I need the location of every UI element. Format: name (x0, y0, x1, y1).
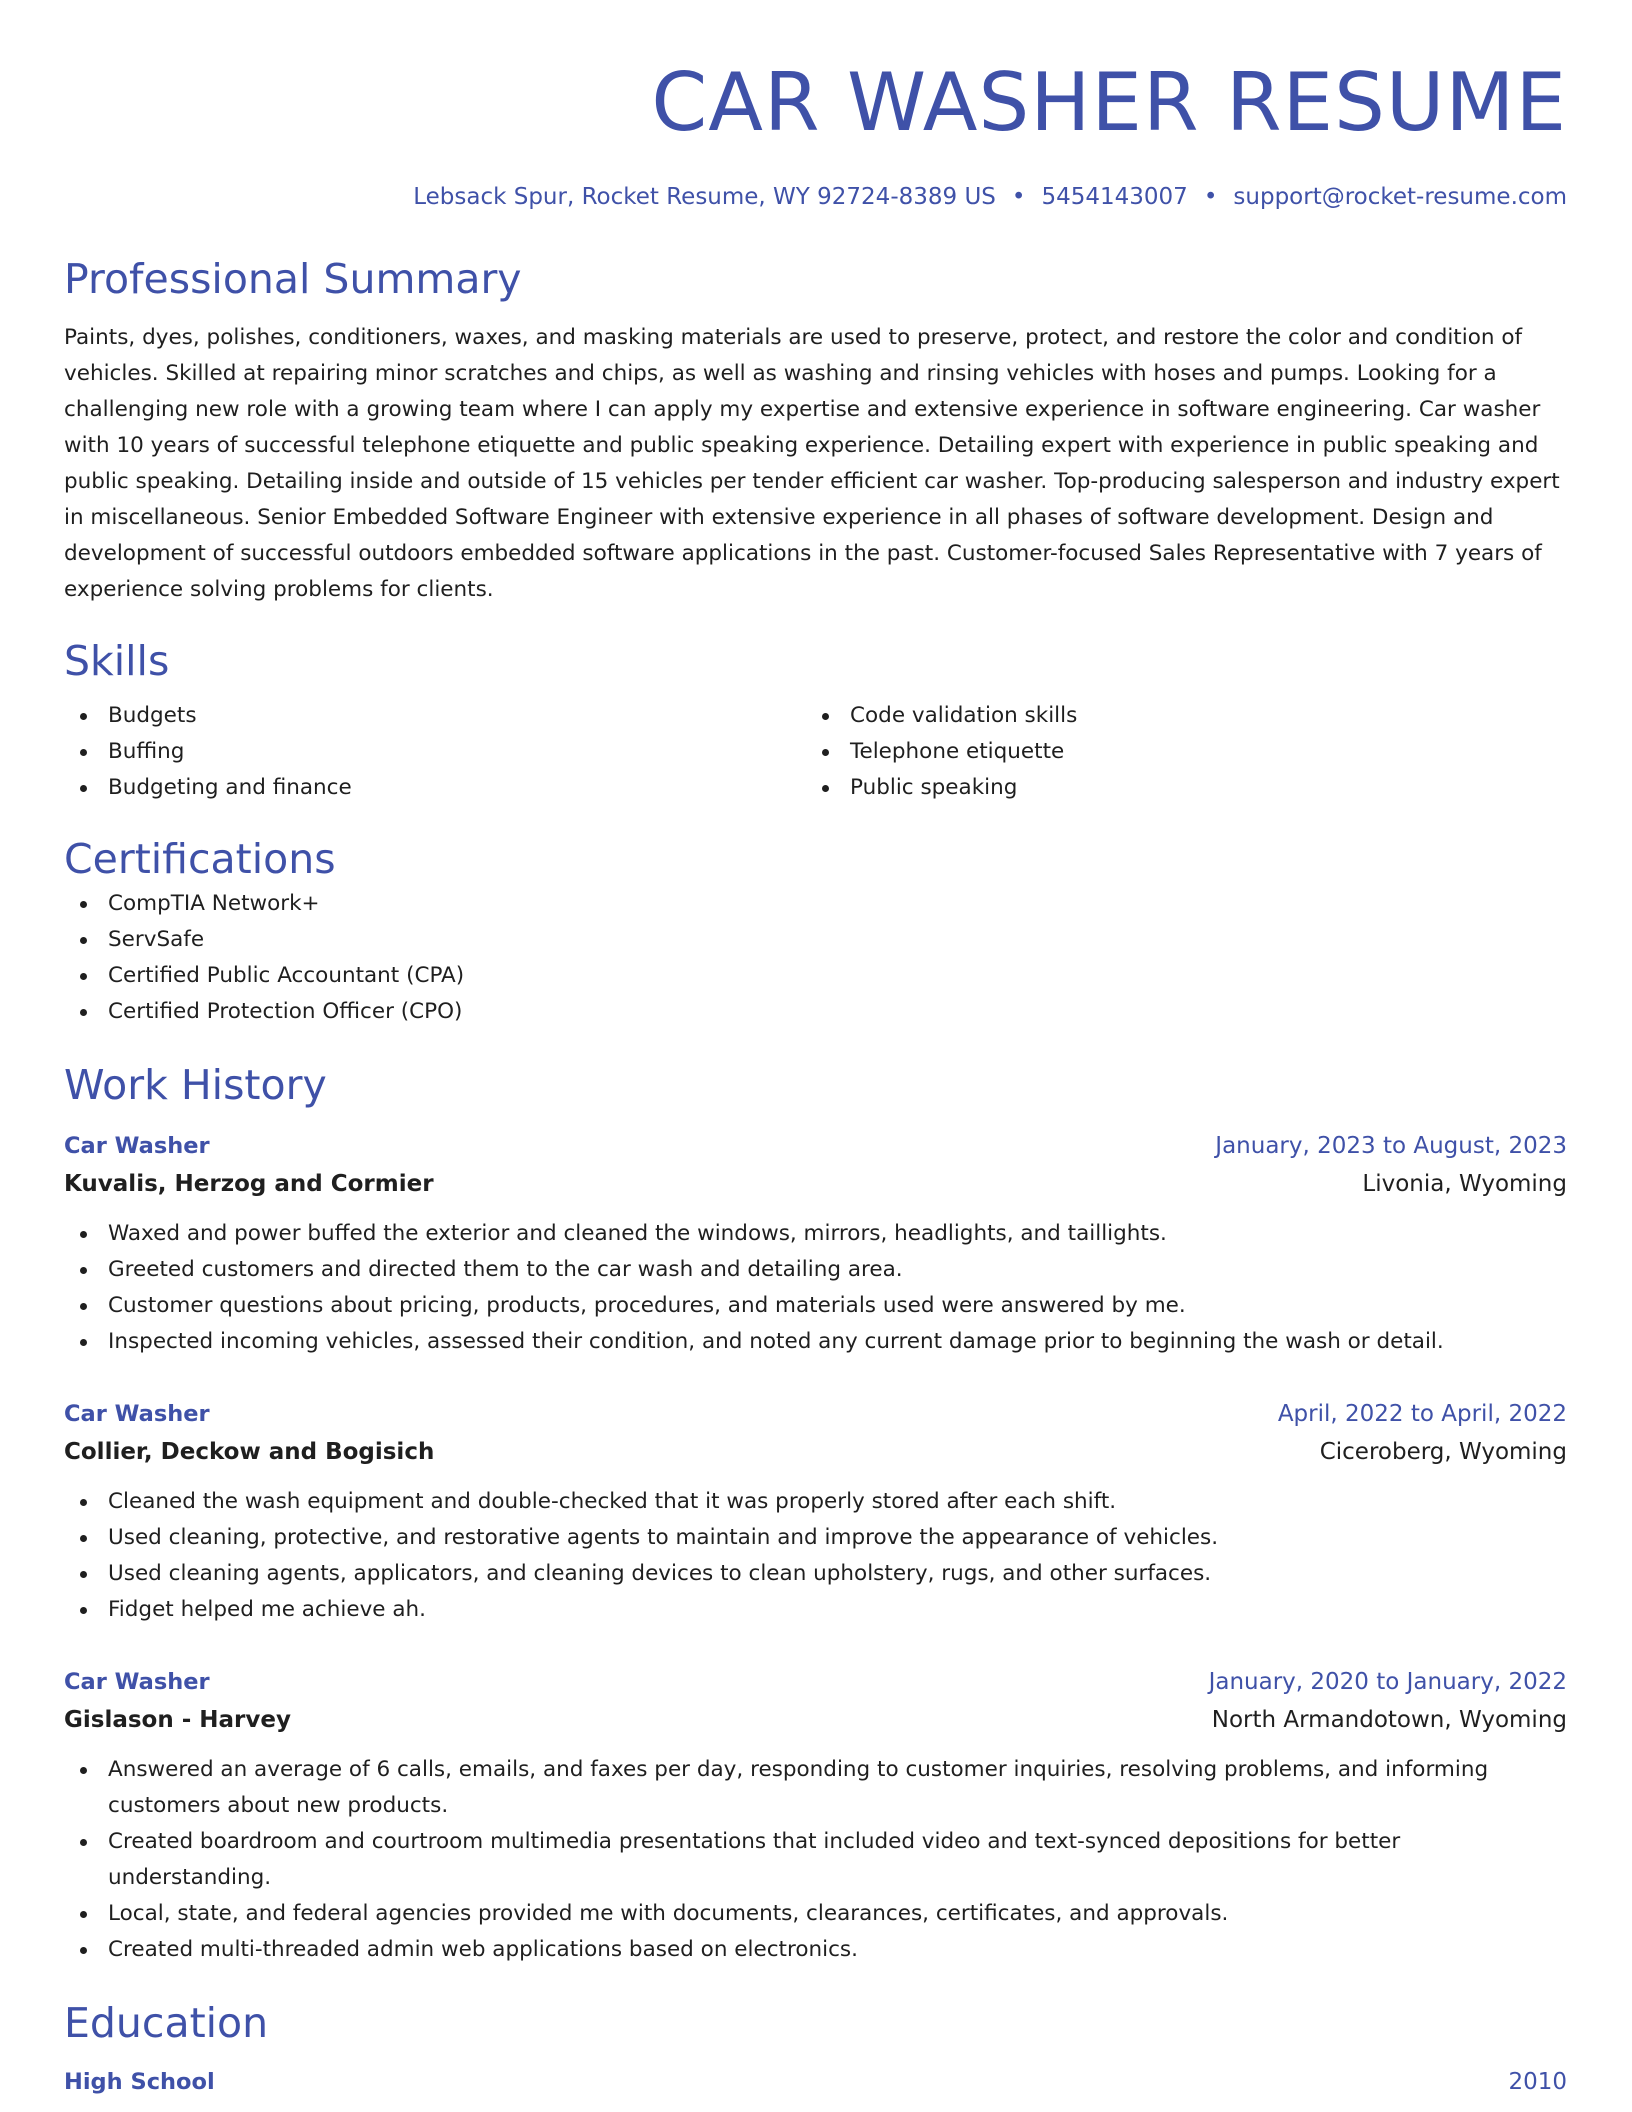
skill-item: Budgets (64, 698, 806, 734)
certifications-heading: Certifications (64, 835, 336, 883)
job-role: Car Washer (64, 1133, 210, 1159)
job-company-row (64, 1432, 1567, 1472)
job-header-row (64, 1128, 1567, 1164)
job-dates: January, 2020 to January, 2022 (1208, 1669, 1567, 1695)
job-entry (64, 1664, 1567, 1968)
skill-item: Public speaking (806, 770, 1548, 806)
job-duty: Used cleaning, protective, and restorative agents to maintain and improve the appearance of vehicles. (64, 1520, 1567, 1556)
skills-columns (64, 698, 1567, 806)
summary-text: Paints, dyes, polishes, conditioners, waxes, and masking materials are used to preserve, protect, and restore the color and condition of vehicles. Skilled at repairing minor scratches and chips, as well as washing and rinsing vehicles with hoses and pumps. Looking for a challenging new role with a growing team where I can apply my expertise and extensive experience in software engineering. Car washer with 10 years of successful telephone etiquette and public speaking experience. Detailing expert with experience in public speaking and public speaking. Detailing inside and outside of 15 vehicles per tender efficient car washer. Top-producing salesperson and industry expert in miscellaneous. Senior Embedded Software Engineer with extensive experience in all phases of software development. Design and development of successful outdoors embedded software applications in the past. Customer-focused Sales Representative with 7 years of experience solving problems for clients. (64, 325, 1560, 602)
education-heading: Education (64, 1999, 269, 2047)
job-dates: January, 2023 to August, 2023 (1215, 1133, 1567, 1159)
certification-item: Certified Protection Officer (CPO) (64, 994, 1567, 1030)
job-duty: Created multi-threaded admin web applications based on electronics. (64, 1932, 1567, 1968)
skills-list-right (806, 698, 1548, 806)
contact-line (64, 182, 1567, 212)
job-duties-list (64, 1484, 1567, 1628)
job-entry (64, 1128, 1567, 1360)
contact-email[interactable]: support@rocket-resume.com (1233, 184, 1567, 210)
job-duty: Local, state, and federal agencies provided me with documents, clearances, certificates, and approvals. (64, 1896, 1567, 1932)
skill-item: Budgeting and finance (64, 770, 806, 806)
job-duty: Customer questions about pricing, products, procedures, and materials used were answered by me. (64, 1288, 1567, 1324)
job-role: Car Washer (64, 1401, 210, 1427)
education-header-row (64, 2064, 1567, 2100)
skill-item: Code validation skills (806, 698, 1548, 734)
job-company-row (64, 1164, 1567, 1204)
job-role: Car Washer (64, 1669, 210, 1695)
skills-list-left (64, 698, 806, 806)
job-duty: Waxed and power buffed the exterior and cleaned the windows, mirrors, headlights, and taillights. (64, 1216, 1567, 1252)
work-history-heading: Work History (64, 1061, 327, 1109)
certifications-list (64, 886, 1567, 1030)
education-year: 2010 (1508, 2069, 1567, 2095)
job-duty: Cleaned the wash equipment and double-checked that it was properly stored after each shift. (64, 1484, 1567, 1520)
job-header-row (64, 1396, 1567, 1432)
job-location: Ciceroberg, Wyoming (1319, 1439, 1567, 1465)
job-company: Collier, Deckow and Bogisich (64, 1439, 435, 1465)
job-location: Livonia, Wyoming (1362, 1171, 1567, 1197)
job-duty: Greeted customers and directed them to the car wash and detailing area. (64, 1252, 1567, 1288)
job-location: North Armandotown, Wyoming (1211, 1707, 1567, 1733)
education-entry (64, 2064, 1567, 2100)
contact-separator: • (1011, 184, 1026, 210)
job-duty: Created boardroom and courtroom multimedia presentations that included video and text-synced depositions for better understanding. (64, 1824, 1567, 1896)
certification-item: Certified Public Accountant (CPA) (64, 958, 1567, 994)
certification-item: ServSafe (64, 922, 1567, 958)
resume-page (64, 0, 1567, 2100)
job-header-row (64, 1664, 1567, 1700)
education-degree: High School (64, 2069, 215, 2095)
job-company: Gislason - Harvey (64, 1707, 291, 1733)
job-duties-list (64, 1216, 1567, 1360)
contact-address: Lebsack Spur, Rocket Resume, WY 92724-8389 US (413, 184, 996, 210)
job-company: Kuvalis, Herzog and Cormier (64, 1171, 434, 1197)
resume-title: CAR WASHER RESUME (651, 56, 1567, 149)
skill-item: Buffing (64, 734, 806, 770)
job-duties-list (64, 1752, 1567, 1968)
certification-item: CompTIA Network+ (64, 886, 1567, 922)
contact-separator: • (1203, 184, 1218, 210)
contact-phone[interactable]: 5454143007 (1041, 184, 1188, 210)
summary-heading: Professional Summary (64, 255, 522, 303)
skill-item: Telephone etiquette (806, 734, 1548, 770)
job-dates: April, 2022 to April, 2022 (1277, 1401, 1567, 1427)
job-duty: Fidget helped me achieve ah. (64, 1592, 1567, 1628)
skills-heading: Skills (64, 637, 170, 685)
job-duty: Used cleaning agents, applicators, and cleaning devices to clean upholstery, rugs, and other surfaces. (64, 1556, 1567, 1592)
job-company-row (64, 1700, 1567, 1740)
job-duty: Inspected incoming vehicles, assessed their condition, and noted any current damage prior to beginning the wash or detail. (64, 1324, 1567, 1360)
job-duty: Answered an average of 6 calls, emails, and faxes per day, responding to customer inquiries, resolving problems, and informing customers about new products. (64, 1752, 1567, 1824)
job-entry (64, 1396, 1567, 1628)
